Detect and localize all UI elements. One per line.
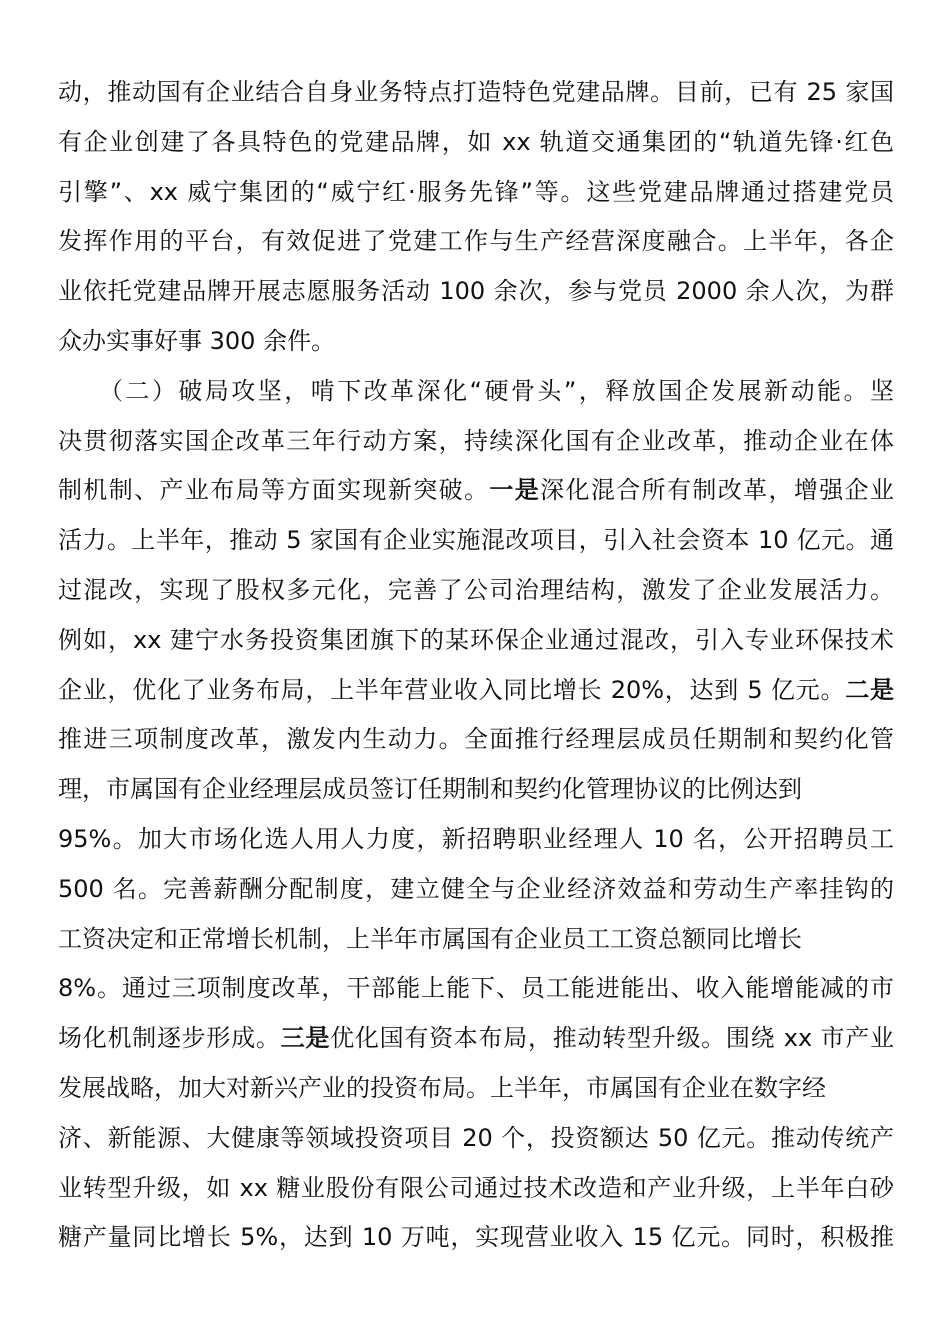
text-line (58, 566, 894, 616)
text-line (58, 267, 894, 317)
document-page (58, 68, 894, 1263)
text-segment: 推进三项制度改革，激发内生动力。全面推行经理层成员任期制和契约化管 (58, 725, 894, 754)
bold-emphasis: 二是 (845, 675, 894, 704)
text-segment: 深化混合所有制改革，增强企业 (540, 476, 894, 505)
text-line (58, 964, 894, 1014)
text-segment: 业转型升级，如 xx 糖业股份有限公司通过技术改造和产业升级，上半年白砂 (58, 1173, 894, 1202)
text-segment: 理，市属国有企业经理层成员签订任期制和契约化管理协议的比例达到 (58, 775, 802, 804)
text-segment: 济、新能源、大健康等领域投资项目 20 个，投资额达 50 亿元。推动传统产 (58, 1123, 894, 1152)
text-line (58, 1213, 894, 1263)
text-segment: 场化机制逐步形成。 (58, 1024, 281, 1053)
text-line (58, 118, 894, 168)
text-line (58, 616, 894, 666)
text-line (58, 516, 894, 566)
text-segment: 企业，优化了业务布局，上半年营业收入同比增长 20%，达到 5 亿元。 (58, 675, 846, 704)
text-segment: 95%。加大市场化选人用人力度，新招聘职业经理人 10 名，公开招聘员工 (58, 824, 894, 853)
text-segment: 动，推动国有企业结合自身业务特点打造特色党建品牌。目前，已有 25 家国 (58, 78, 894, 106)
text-segment: 例如，xx 建宁水务投资集团旗下的某环保企业通过混改，引入专业环保技术 (58, 625, 894, 654)
text-segment: 发展战略，加大对新兴产业的投资布局。上半年，市属国有企业在数字经 (58, 1073, 826, 1102)
text-segment: 引擎”、xx 威宁集团的“威宁红·服务先锋”等。这些党建品牌通过搭建党员 (58, 177, 894, 206)
text-line (58, 715, 894, 765)
text-segment: 8%。通过三项制度改革，干部能上能下、员工能进能出、收入能增能减的市 (58, 974, 894, 1003)
bold-emphasis: 一是 (489, 476, 541, 505)
text-segment: 制机制、产业布局等方面实现新突破。 (58, 476, 490, 505)
text-segment: 过混改，实现了股权多元化，完善了公司治理结构，激发了企业发展活力。 (58, 575, 894, 604)
text-line (58, 1164, 894, 1214)
text-segment: 工资决定和正常增长机制，上半年市属国有企业员工工资总额同比增长 (58, 924, 802, 953)
text-line (58, 68, 894, 118)
text-segment: 决贯彻落实国企改革三年行动方案，持续深化国有企业改革，推动企业在体 (58, 426, 894, 455)
text-line (58, 168, 894, 218)
text-segment: （二）破局攻坚，啃下改革深化“硬骨头”，释放国企发展新动能。坚 (58, 376, 894, 405)
text-line (58, 915, 894, 965)
text-line (58, 317, 894, 367)
text-segment: 优化国有资本布局，推动转型升级。围绕 xx 市产业 (330, 1024, 894, 1053)
text-line (58, 417, 894, 467)
text-segment: 有企业创建了各具特色的党建品牌，如 xx 轨道交通集团的“轨道先锋·红色 (58, 127, 894, 156)
text-line (58, 1114, 894, 1164)
text-line (58, 865, 894, 915)
text-line (58, 466, 894, 516)
text-line (58, 815, 894, 865)
text-segment: 发挥作用的平台，有效促进了党建工作与生产经营深度融合。上半年，各企 (58, 227, 894, 256)
bold-emphasis: 三是 (280, 1024, 331, 1053)
text-line (58, 1064, 894, 1114)
text-line (58, 1014, 894, 1064)
text-line (58, 217, 894, 267)
text-segment: 众办实事好事 300 余件。 (58, 326, 336, 355)
text-line (58, 367, 894, 417)
text-line (58, 765, 894, 815)
text-line (58, 666, 894, 716)
text-segment: 500 名。完善薪酬分配制度，建立健全与企业经济效益和劳动生产率挂钩的 (58, 874, 894, 903)
text-segment: 糖产量同比增长 5%，达到 10 万吨，实现营业收入 15 亿元。同时，积极推 (58, 1223, 894, 1252)
text-segment: 业依托党建品牌开展志愿服务活动 100 余次，参与党员 2000 余人次，为群 (58, 277, 894, 306)
text-segment: 活力。上半年，推动 5 家国有企业实施混改项目，引入社会资本 10 亿元。通 (58, 526, 894, 555)
